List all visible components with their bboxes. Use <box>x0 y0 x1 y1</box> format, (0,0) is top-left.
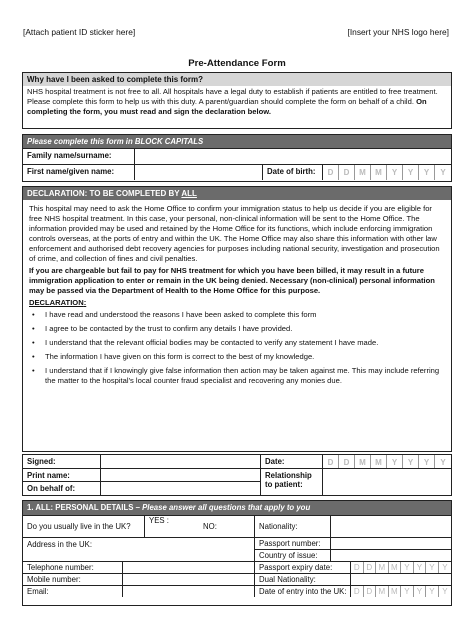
date-char: Y <box>414 586 427 597</box>
date-char: M <box>376 562 389 573</box>
on-behalf-field[interactable] <box>101 482 260 495</box>
date-char: Y <box>401 586 414 597</box>
first-name-row <box>23 164 451 180</box>
declaration-subheading-text: DECLARATION <box>29 298 84 307</box>
live-uk-label: Do you usually live in the UK? <box>23 516 145 537</box>
country-issue-field[interactable] <box>331 550 451 561</box>
passport-number-field[interactable] <box>331 538 451 550</box>
declaration-section <box>22 186 452 452</box>
declaration-subheading: DECLARATION: <box>29 298 87 307</box>
date-char: M <box>389 586 402 597</box>
entry-date-field[interactable] <box>351 586 451 597</box>
live-uk-row <box>23 515 451 537</box>
signature-field[interactable] <box>101 455 261 468</box>
dob-char: D <box>339 165 355 180</box>
on-behalf-label: On behalf of: <box>27 484 76 493</box>
date-char: Y <box>403 455 419 468</box>
block-capitals-section <box>22 134 452 182</box>
form-title: Pre-Attendance Form <box>188 58 286 69</box>
email-field[interactable] <box>123 586 255 597</box>
email-label: Email: <box>23 586 123 597</box>
date-char: D <box>351 562 364 573</box>
passport-expiry-field[interactable] <box>351 562 451 573</box>
mobile-field[interactable] <box>123 574 255 585</box>
why-heading: Why have I been asked to complete this form? <box>23 73 451 86</box>
date-char: M <box>371 455 387 468</box>
declaration-body <box>23 200 451 394</box>
date-char: Y <box>419 455 435 468</box>
date-char: D <box>323 455 339 468</box>
date-char: D <box>364 562 377 573</box>
list-item: • I agree to be contacted by the trust to confirm any details I have provided. <box>29 324 445 334</box>
family-name-label: Family name/surname: <box>23 149 135 164</box>
declaration-para-1: This hospital may need to ask the Home Office to confirm your immigration status to help us decide if you are eligible for free NHS hospital treatment. In this case, your personal, non-clinical information will be sent to the Home Office. The information provided may be used and retained by the Home Office for its functions, which include enforcing immigration controls overseas, at the ports of entry and within the UK. The Home Office may also share this information with other law enforcement and authorised debt recovery agencies for purposes including national security, investigation and prosecution of crime, and collection of fines and civil penalties. <box>29 204 440 263</box>
list-item: • I understand that if I knowingly give false information then action may be taken against me. This may include referring the matter to the hospital's local counter fraud specialist and recovering any monies due. <box>29 366 445 386</box>
nationality-label: Nationality: <box>255 516 331 537</box>
address-label: Address in the UK: <box>27 540 93 549</box>
no-option[interactable]: NO: <box>203 522 217 531</box>
sign-date-label: Date: <box>261 455 323 468</box>
dob-field[interactable] <box>323 165 451 180</box>
date-char: Y <box>426 562 439 573</box>
dob-char: Y <box>387 165 403 180</box>
print-name-field[interactable] <box>101 469 260 482</box>
declaration-para-2: If you are chargeable but fail to pay for NHS treatment for which you have been billed, it may result in a future immigration application to enter or remain in the UK being denied. Necessary (non-clinical) personal information may be passed via the Department of Health to the Home Office for this purpose. <box>29 266 435 295</box>
dob-char: Y <box>440 168 446 177</box>
dob-char: Y <box>419 165 435 180</box>
print-behalf-labels <box>23 469 101 495</box>
mobile-label: Mobile number: <box>23 574 123 585</box>
logo-note: [Insert your NHS logo here] <box>347 27 449 37</box>
personal-heading-prefix: 1. ALL: PERSONAL DETAILS – <box>27 503 143 512</box>
address-cell[interactable] <box>23 538 255 561</box>
date-char: Y <box>414 562 427 573</box>
print-name-label: Print name: <box>23 469 100 482</box>
address-row <box>23 537 451 561</box>
list-item: • I have read and understood the reasons I have been asked to complete this form <box>29 310 445 320</box>
telephone-row <box>23 561 451 573</box>
first-name-label: First name/given name: <box>23 165 135 180</box>
print-behalf-rows <box>23 468 451 495</box>
family-name-field[interactable] <box>135 149 451 164</box>
relationship-field[interactable] <box>323 469 451 495</box>
date-char: D <box>339 455 355 468</box>
declaration-heading <box>23 187 451 200</box>
dob-char: M <box>355 165 371 180</box>
date-char: M <box>389 562 402 573</box>
date-char: Y <box>387 455 403 468</box>
personal-details-section <box>22 500 452 606</box>
date-char: D <box>351 586 364 597</box>
passport-fields <box>331 538 451 561</box>
date-char: Y <box>401 562 414 573</box>
signature-section <box>22 454 452 496</box>
country-issue-label: Country of issue: <box>259 550 318 560</box>
passport-expiry-label: Passport expiry date: <box>255 562 351 573</box>
date-char: Y <box>440 458 446 467</box>
personal-heading <box>23 501 451 515</box>
date-char: D <box>364 586 377 597</box>
dob-char: Y <box>403 165 419 180</box>
mobile-row <box>23 573 451 585</box>
declaration-list <box>29 310 445 386</box>
sign-date-field[interactable] <box>323 455 451 468</box>
capitals-heading: Please complete this form in BLOCK CAPITALS <box>23 135 451 148</box>
email-row <box>23 585 451 597</box>
why-section <box>22 72 452 129</box>
yes-option[interactable]: YES : <box>149 516 169 525</box>
print-behalf-fields <box>101 469 261 495</box>
relationship-label: Relationship to patient: <box>261 469 323 495</box>
entry-date-label: Date of entry into the UK: <box>255 586 351 597</box>
nationality-field[interactable] <box>331 516 451 537</box>
family-name-row <box>23 148 451 164</box>
sticker-note: [Attach patient ID sticker here] <box>23 27 136 37</box>
first-name-field[interactable] <box>135 165 263 180</box>
signed-label: Signed: <box>23 455 101 468</box>
telephone-label: Telephone number: <box>23 562 123 573</box>
date-char: Y <box>426 586 439 597</box>
live-uk-options <box>145 516 255 537</box>
date-char: M <box>355 455 371 468</box>
dob-char: D <box>323 165 339 180</box>
telephone-field[interactable] <box>123 562 255 573</box>
why-text <box>23 86 451 118</box>
signed-row <box>23 455 451 468</box>
why-body: NHS hospital treatment is not free to all. All hospitals have a legal duty to establish if patients are entitled to free treatment. Please complete this form to help us with this duty. A parent/guardian should complete the form on behalf of a child. <box>27 87 438 106</box>
declaration-heading-all: ALL <box>181 189 197 198</box>
personal-heading-italic: Please answer all questions that apply to you <box>142 503 311 512</box>
passport-number-label: Passport number: <box>255 538 330 550</box>
why-bold: On completing the form, you must read and sign the declaration below. <box>27 97 427 116</box>
dual-nationality-label: Dual Nationality: <box>255 574 351 585</box>
date-char: Y <box>442 587 448 596</box>
passport-labels <box>255 538 331 561</box>
list-item: • I understand that the relevant official bodies may be contacted to verify any statement I have made. <box>29 338 445 348</box>
dual-nationality-field[interactable] <box>351 574 451 585</box>
declaration-heading-prefix: DECLARATION: TO BE COMPLETED BY <box>27 189 182 198</box>
list-item: • The information I have given on this form is correct to the best of my knowledge. <box>29 352 445 362</box>
date-char: Y <box>442 563 448 572</box>
dob-char: M <box>371 165 387 180</box>
top-notes <box>23 27 449 39</box>
date-char: M <box>376 586 389 597</box>
dob-label: Date of birth: <box>263 165 323 180</box>
